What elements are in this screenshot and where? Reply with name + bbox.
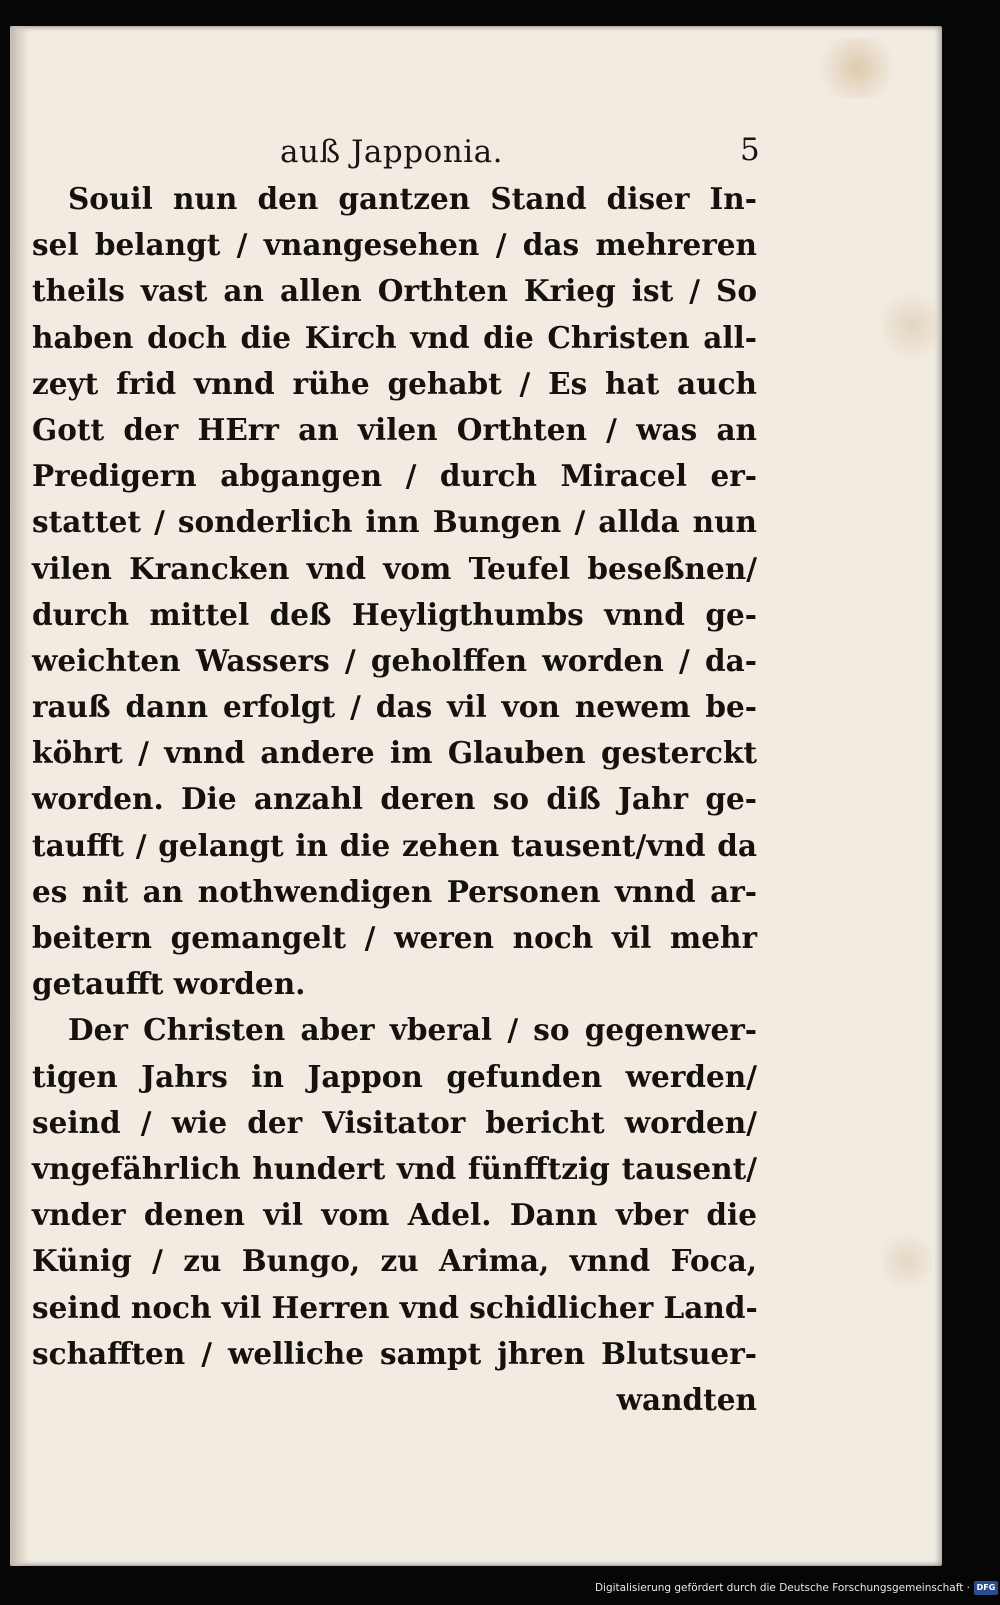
paper-stain [882, 1226, 932, 1296]
text-line: rauß dann erfolgt / das vil von newem be- [32, 689, 757, 725]
text-line: sel belangt / vnangesehen / das mehreren [32, 227, 757, 263]
running-head: auß Japponia. [280, 134, 503, 170]
text-line: getaufft worden. [32, 966, 306, 1002]
text-line: beitern gemangelt / weren noch vil mehr [32, 920, 757, 955]
text-line: Souil nun den gantzen Stand diser In- [68, 181, 757, 216]
text-line: Predigern abgangen / durch Miracel er- [32, 458, 757, 494]
text-line: weichten Wassers / geholffen worden / da- [32, 642, 757, 678]
text-line: haben doch die Kirch vnd die Christen all- [32, 319, 757, 355]
book-page [10, 26, 942, 1566]
paper-stain [812, 38, 902, 98]
text-line: seind noch vil Herren vnd schidlicher Land- [32, 1289, 758, 1325]
text-line: zeyt frid vnnd rühe gehabt / Es hat auch [32, 365, 757, 401]
body-text [32, 176, 757, 1423]
dfg-logo: DFG [974, 1581, 998, 1595]
text-line: vilen Krancken vnd vom Teufel beseßnen/ [32, 550, 757, 586]
text-line: Der Christen aber vberal / so gegenwer- [68, 1012, 757, 1048]
page-gutter-shadow [10, 26, 30, 1566]
text-line: tigen Jahrs in Jappon gefunden werden/ [32, 1058, 757, 1094]
text-line: Gott der HErr an vilen Orthten / was an [32, 411, 757, 447]
text-line: vnder denen vil vom Adel. Dann vber die [32, 1197, 757, 1233]
text-line: köhrt / vnnd andere im Glauben gesterckt [32, 735, 757, 771]
text-line: stattet / sonderlich inn Bungen / allda nun [32, 504, 757, 540]
paper-stain [882, 286, 942, 366]
page-number: 5 [740, 132, 760, 168]
text-line: durch mittel deß Heyligthumbs vnnd ge- [32, 596, 757, 632]
text-line: schafften / welliche sampt jhren Blutsuer- [32, 1335, 757, 1371]
text-line: theils vast an allen Orthten Krieg ist / So [32, 273, 757, 309]
text-line: es nit an nothwendigen Personen vnnd ar- [32, 873, 757, 909]
text-line: taufft / gelangt in die zehen tausent/vnd da [32, 827, 757, 863]
text-line: worden. Die anzahl deren so diß Jahr ge- [32, 781, 757, 817]
text-line: vngefährlich hundert vnd fünfftzig tausent/ [32, 1150, 757, 1186]
digitization-credit: Digitalisierung gefördert durch die Deutsche Forschungsgemeinschaft · [594, 1582, 970, 1594]
catchword: wandten [616, 1381, 757, 1417]
text-line: Künig / zu Bungo, zu Arima, vnnd Foca, [32, 1243, 757, 1279]
text-line: seind / wie der Visitator bericht worden/ [32, 1104, 757, 1140]
footer-bar [0, 1578, 1000, 1605]
